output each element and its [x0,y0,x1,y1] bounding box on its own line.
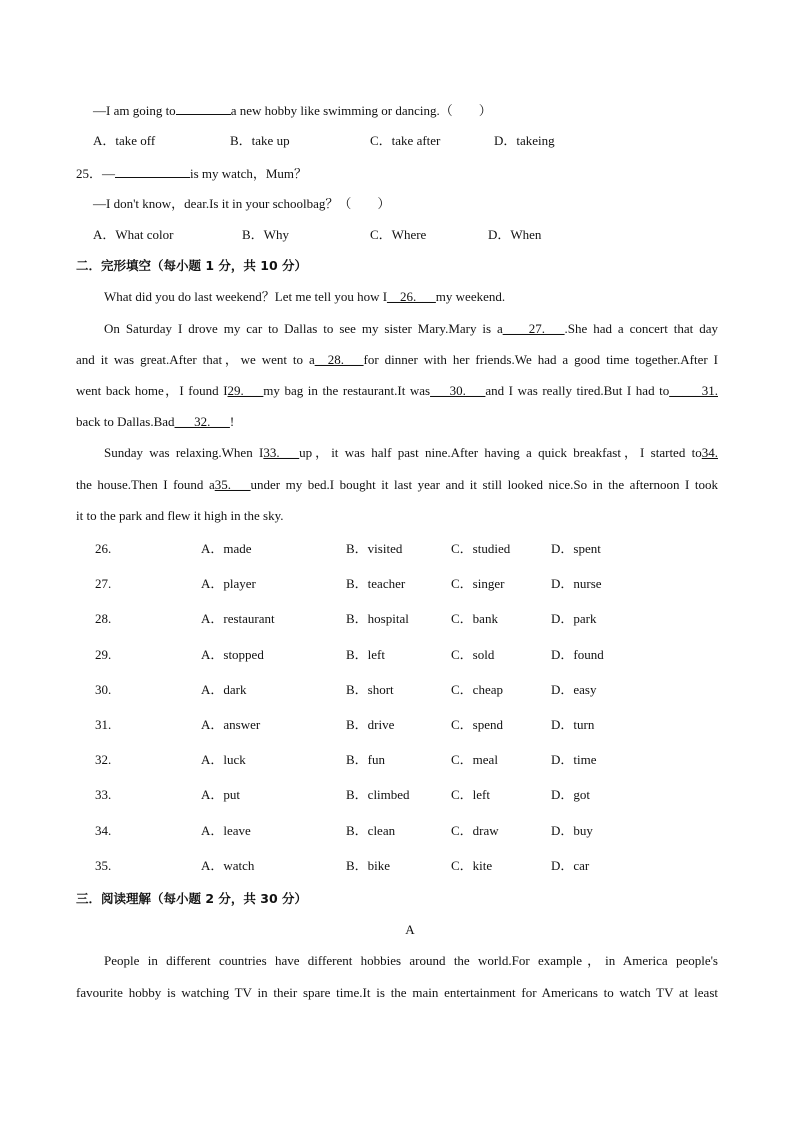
question-number: 28. [95,611,112,626]
option-c: C．singer [451,576,505,591]
cloze-paragraph-3-line-2: the house.Then I found a35.___under my bed.I bought it last year and it still looked nice.So in the afternoon I took [76,477,718,492]
cloze-blank-32: ___32.___ [174,414,230,429]
q25-blank [115,164,190,178]
option-b: B．climbed [346,787,410,802]
question-number: 26. [95,541,112,556]
option-c: C．sold [451,647,495,662]
option-c: C．studied [451,541,511,556]
option-b: B．bike [346,858,391,873]
option-b: B．left [346,647,385,662]
option-a: A．luck [201,752,246,767]
cloze-paragraph-2-line-3: went back home，I found I29.___my bag in the restaurant.It was___30.___and I was really tired.But I had to_____31. [76,383,718,398]
option-c: C．cheap [451,682,503,697]
option-c: C．meal [451,752,498,767]
q24-option-b: B．take up [230,133,290,148]
cloze-blank-35: 35.___ [214,477,251,492]
option-d: D．buy [551,823,593,838]
option-c: C．kite [451,858,493,873]
option-c: C．left [451,787,490,802]
question-number: 33. [95,787,112,802]
cloze-blank-34: 34. [701,445,718,460]
option-d: D．nurse [551,576,602,591]
question-number: 35. [95,858,112,873]
option-b: B．visited [346,541,403,556]
option-a: A．player [201,576,256,591]
option-b: B．teacher [346,576,406,591]
reading-line-1: People in different countries have different hobbies around the world.For example，in America people's [104,953,718,968]
option-d: D．park [551,611,597,626]
cloze-paragraph-3-line-1: Sunday was relaxing.When I33.___up，it was half past nine.After having a quick breakfast，I started to34. [104,445,718,460]
cloze-paragraph-2-line-1: On Saturday I drove my car to Dallas to see my sister Mary.Mary is a____27.___.She had a concert that day [104,321,718,336]
option-a: A．restaurant [201,611,275,626]
option-b: B．fun [346,752,386,767]
cloze-blank-31: _____31. [669,383,718,398]
option-c: C．spend [451,717,504,732]
q25-option-b: B．Why [242,227,289,242]
option-a: A．stopped [201,647,264,662]
option-d: D．found [551,647,604,662]
cloze-paragraph-1: What did you do last weekend？Let me tell you how I__26.___my weekend. [104,289,506,304]
option-d: D．time [551,752,597,767]
cloze-blank-30: ___30.___ [430,383,486,398]
cloze-blank-27: ____27.___ [502,321,565,336]
cloze-blank-29: 29.___ [227,383,264,398]
option-b: B．hospital [346,611,409,626]
q25-reply: —I don't know，dear.Is it in your schoolbag？（ ） [93,196,391,211]
option-d: D．got [551,787,591,802]
option-c: C．draw [451,823,499,838]
q24-option-c: C．take after [370,133,441,148]
option-a: A．answer [201,717,261,732]
option-a: A．leave [201,823,251,838]
cloze-paragraph-2-line-4: back to Dallas.Bad___32.___! [76,414,235,429]
q24-blank [176,101,231,115]
q25-option-c: C．Where [370,227,427,242]
option-a: A．made [201,541,252,556]
question-number: 29. [95,647,112,662]
cloze-blank-28: __28.___ [314,352,364,367]
option-b: B．drive [346,717,395,732]
option-d: D．easy [551,682,597,697]
q25-option-a: A．What color [93,227,174,242]
reading-line-2: favourite hobby is watching TV in their spare time.It is the main entertainment for Americans to watch TV at least [76,985,718,1000]
cloze-blank-33: 33.___ [263,445,300,460]
q24-option-d: D．takeing [494,133,555,148]
option-d: D．spent [551,541,601,556]
question-number: 34. [95,823,112,838]
cloze-paragraph-2-line-2: and it was great.After that，we went to a__28.___for dinner with her friends.We had a good time together.After I [76,352,718,367]
section3-title: 三．阅读理解（每小题 2 分，共 30 分） [76,891,308,906]
question-number: 27. [95,576,112,591]
cloze-paragraph-3-line-3: it to the park and flew it high in the sky. [76,508,284,523]
question-number: 31. [95,717,112,732]
section2-title: 二．完形填空（每小题 1 分，共 10 分） [76,258,308,273]
option-a: A．dark [201,682,247,697]
option-d: D．car [551,858,590,873]
option-c: C．bank [451,611,498,626]
cloze-blank-26: __26.___ [387,289,436,304]
q25-option-d: D．When [488,227,542,242]
q25-stem: 25．— is my watch，Mum？ [76,166,308,181]
option-d: D．turn [551,717,595,732]
option-b: B．clean [346,823,396,838]
passage-label: A [405,922,415,937]
q24-option-a: A．take off [93,133,156,148]
option-b: B．short [346,682,394,697]
option-a: A．put [201,787,241,802]
question-number: 30. [95,682,112,697]
option-a: A．watch [201,858,255,873]
q24-stem: —I am going to a new hobby like swimming or dancing.（ ） [93,103,492,118]
question-number: 32. [95,752,112,767]
